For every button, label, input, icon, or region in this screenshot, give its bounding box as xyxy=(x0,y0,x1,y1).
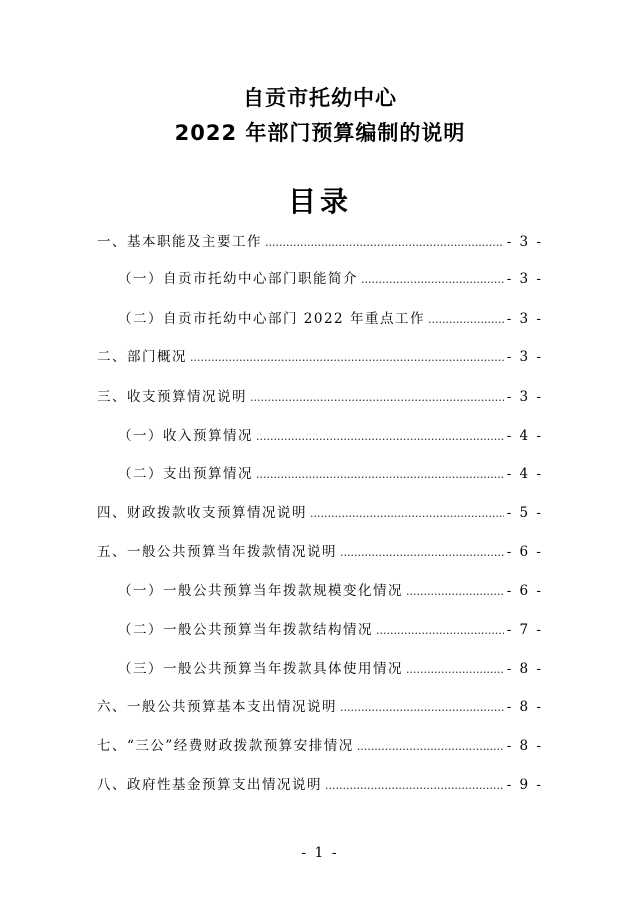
toc-entry[interactable] xyxy=(118,618,543,638)
toc-entry-page: - 3 - xyxy=(506,389,543,405)
toc-entry-text: （一）自贡市托幼中心部门职能简介 xyxy=(118,271,358,287)
toc-entry[interactable] xyxy=(118,424,543,444)
toc-entry[interactable] xyxy=(118,267,543,287)
toc-leader-dots xyxy=(376,624,504,637)
toc-leader-dots xyxy=(406,585,504,598)
toc-entry-text: 八、政府性基金预算支出情况说明 xyxy=(97,777,322,793)
toc-entry-page: - 6 - xyxy=(506,544,543,560)
toc-leader-dots xyxy=(310,507,504,520)
toc-entry[interactable] xyxy=(97,230,543,250)
toc-entry[interactable] xyxy=(97,501,543,521)
toc-entry-page: - 3 - xyxy=(506,349,543,365)
toc-entry[interactable] xyxy=(118,657,543,677)
toc-entry-page: - 8 - xyxy=(506,738,543,754)
toc-entry-page: - 3 - xyxy=(506,311,543,327)
toc-entry-text: 五、一般公共预算当年拨款情况说明 xyxy=(97,544,337,560)
toc-entry[interactable] xyxy=(97,345,543,365)
toc-entry[interactable] xyxy=(97,734,543,754)
document-title-line1: 自贡市托幼中心 xyxy=(243,86,397,110)
toc-entry-text: （一）收入预算情况 xyxy=(118,428,253,444)
toc-entry-page: - 8 - xyxy=(506,661,543,677)
toc-entry[interactable] xyxy=(97,385,543,405)
toc-entry-text: （一）一般公共预算当年拨款规模变化情况 xyxy=(118,583,403,599)
toc-heading: 目录 xyxy=(287,185,352,218)
document-title-line2: 2022 年部门预算编制的说明 xyxy=(174,121,466,145)
toc-leader-dots xyxy=(325,779,504,792)
toc-entry-text: （三）一般公共预算当年拨款具体使用情况 xyxy=(118,661,403,677)
toc-entry-text: 二、部门概况 xyxy=(97,349,187,365)
toc-entry-text: 六、一般公共预算基本支出情况说明 xyxy=(97,699,337,715)
toc-leader-dots xyxy=(256,430,504,443)
toc-leader-dots xyxy=(190,351,504,364)
toc-entry-text: （二）自贡市托幼中心部门 2022 年重点工作 xyxy=(118,311,425,327)
toc-leader-dots xyxy=(250,391,504,404)
toc-entry-page: - 9 - xyxy=(506,777,543,793)
toc-entry-page: - 8 - xyxy=(506,699,543,715)
toc-entry-page: - 3 - xyxy=(506,271,543,287)
toc-entry-text: （二）一般公共预算当年拨款结构情况 xyxy=(118,622,373,638)
page-number-footer: - 1 - xyxy=(301,845,339,861)
toc-leader-dots xyxy=(406,663,504,676)
toc-entry[interactable] xyxy=(97,695,543,715)
toc-entry-page: - 5 - xyxy=(506,505,543,521)
toc-entry-page: - 6 - xyxy=(506,583,543,599)
toc-entry[interactable] xyxy=(97,773,543,793)
toc-entry-text: 一、基本职能及主要工作 xyxy=(97,234,262,250)
toc-entry-text: 七、“三公”经费财政拨款预算安排情况 xyxy=(97,738,354,754)
toc-entry-page: - 7 - xyxy=(506,622,543,638)
toc-entry-page: - 4 - xyxy=(506,466,543,482)
toc-leader-dots xyxy=(428,313,504,326)
toc-entry-text: （二）支出预算情况 xyxy=(118,466,253,482)
toc-leader-dots xyxy=(265,236,504,249)
toc-entry[interactable] xyxy=(118,307,543,327)
toc-leader-dots xyxy=(357,740,504,753)
toc-entry[interactable] xyxy=(118,462,543,482)
toc-leader-dots xyxy=(256,468,504,481)
toc-entry-page: - 3 - xyxy=(506,234,543,250)
toc-leader-dots xyxy=(361,273,504,286)
toc-entry-text: 四、财政拨款收支预算情况说明 xyxy=(97,505,307,521)
toc-leader-dots xyxy=(340,546,504,559)
toc-entry-text: 三、收支预算情况说明 xyxy=(97,389,247,405)
toc-entry[interactable] xyxy=(118,579,543,599)
toc-leader-dots xyxy=(340,701,504,714)
toc-entry-page: - 4 - xyxy=(506,428,543,444)
toc-entry[interactable] xyxy=(97,540,543,560)
